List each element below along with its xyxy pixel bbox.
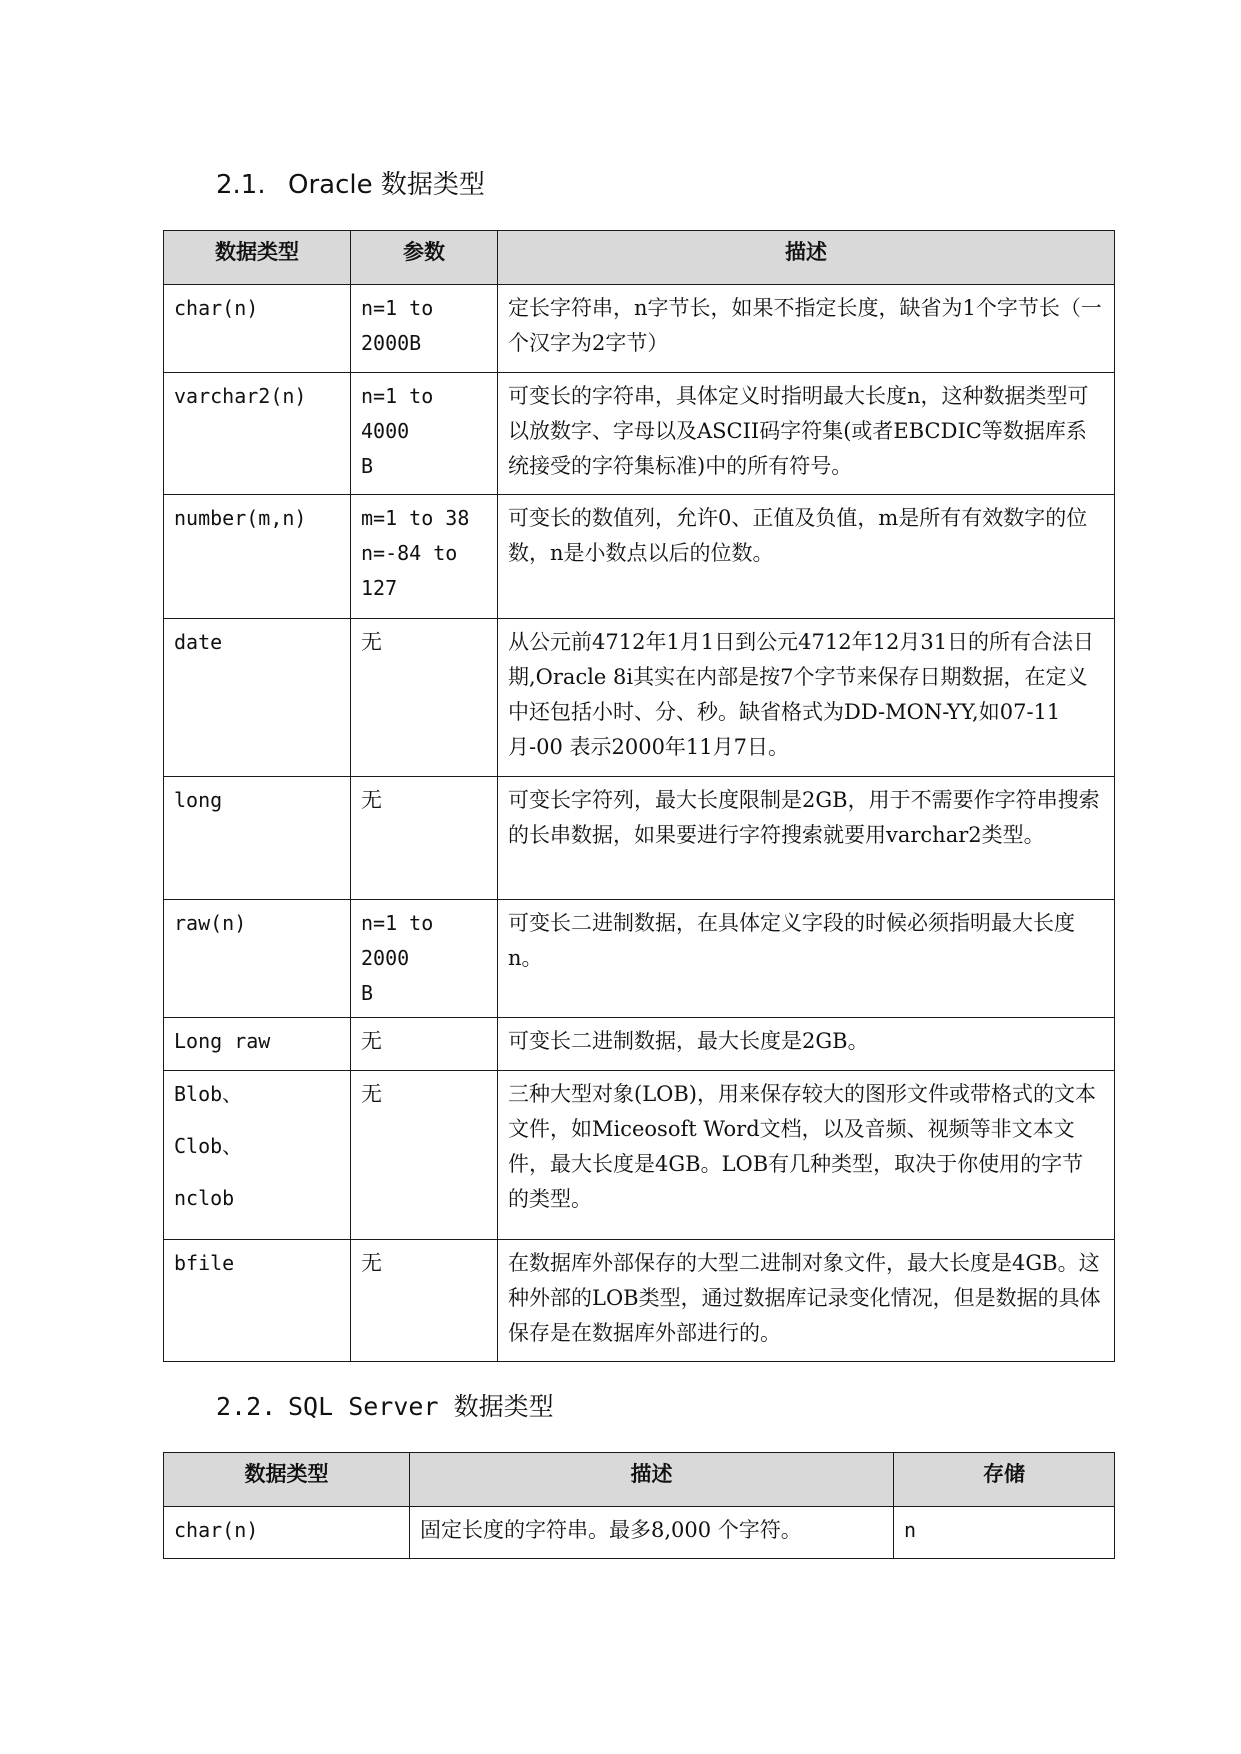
desc-cell: 可变长字符列，最大长度限制是2GB，用于不需要作字符串搜索的长串数据，如果要进行字符搜索就要用varchar2类型。 bbox=[498, 777, 1115, 900]
type-cell: bfile bbox=[164, 1240, 351, 1362]
desc-cell: 三种大型对象(LOB)，用来保存较大的图形文件或带格式的文本文件，如Miceosoft Word文档，以及音频、视频等非文本文件，最大长度是4GB。LOB有几种类型，取决于你使用的字节的类型。 bbox=[498, 1071, 1115, 1240]
param-line: m=1 to 38 bbox=[361, 506, 470, 530]
param-line: n=1 to 2000 bbox=[361, 911, 434, 970]
table-row bbox=[164, 495, 1115, 619]
storage-cell: n bbox=[894, 1507, 1115, 1559]
param-line: 2000B bbox=[361, 331, 422, 355]
header-cell: 描述 bbox=[410, 1453, 894, 1507]
table-row bbox=[164, 619, 1115, 777]
desc-cell: 可变长的字符串，具体定义时指明最大长度n，这种数据类型可以放数字、字母以及ASCII码字符集(或者EBCDIC等数据库系统接受的字符集标准)中的所有符号。 bbox=[498, 373, 1115, 495]
type-line: nclob bbox=[174, 1186, 235, 1210]
params-cell: 无 bbox=[351, 777, 498, 900]
params-cell bbox=[351, 373, 498, 495]
params-cell: 无 bbox=[351, 1018, 498, 1071]
desc-cell: 可变长的数值列，允许0、正值及负值，m是所有有效数字的位数，n是小数点以后的位数。 bbox=[498, 495, 1115, 619]
section-title: SQL Server 数据类型 bbox=[288, 1392, 554, 1421]
params-cell: 无 bbox=[351, 619, 498, 777]
type-cell: number(m,n) bbox=[164, 495, 351, 619]
type-cell: Long raw bbox=[164, 1018, 351, 1071]
type-cell: char(n) bbox=[164, 285, 351, 373]
param-line: 127 bbox=[361, 576, 398, 600]
table-row bbox=[164, 1240, 1115, 1362]
table-row bbox=[164, 1507, 1115, 1559]
table-row bbox=[164, 285, 1115, 373]
params-cell: 无 bbox=[351, 1071, 498, 1240]
desc-cell: 固定长度的字符串。最多8,000 个字符。 bbox=[410, 1507, 894, 1559]
header-cell: 存储 bbox=[894, 1453, 1115, 1507]
type-line: Clob、 bbox=[174, 1134, 243, 1158]
type-cell bbox=[164, 1071, 351, 1240]
desc-cell: 从公元前4712年1月1日到公元4712年12月31日的所有合法日期,Oracle 8i其实在内部是按7个字节来保存日期数据，在定义中还包括小时、分、秒。缺省格式为DD-MON-YY,如07-11月-00 表示2000年11月7日。 bbox=[498, 619, 1115, 777]
table-row bbox=[164, 1018, 1115, 1071]
table-row bbox=[164, 777, 1115, 900]
params-cell bbox=[351, 495, 498, 619]
header-cell: 参数 bbox=[351, 231, 498, 285]
desc-cell: 在数据库外部保存的大型二进制对象文件，最大长度是4GB。这种外部的LOB类型，通过数据库记录变化情况，但是数据的具体保存是在数据库外部进行的。 bbox=[498, 1240, 1115, 1362]
table-header-row bbox=[164, 231, 1115, 285]
params-cell bbox=[351, 285, 498, 373]
section-number: 2.1. bbox=[216, 170, 266, 200]
section-heading-sqlserver bbox=[216, 1387, 554, 1423]
table-row bbox=[164, 373, 1115, 495]
type-cell: raw(n) bbox=[164, 900, 351, 1018]
param-line: n=-84 to bbox=[361, 541, 458, 565]
params-cell: 无 bbox=[351, 1240, 498, 1362]
header-cell: 数据类型 bbox=[164, 1453, 410, 1507]
desc-cell: 可变长二进制数据，在具体定义字段的时候必须指明最大长度n。 bbox=[498, 900, 1115, 1018]
param-line: B bbox=[361, 454, 374, 478]
header-cell: 描述 bbox=[498, 231, 1115, 285]
section-number: 2.2. bbox=[216, 1392, 277, 1421]
table-header-row bbox=[164, 1453, 1115, 1507]
params-cell bbox=[351, 900, 498, 1018]
type-cell: char(n) bbox=[164, 1507, 410, 1559]
section-heading-oracle bbox=[216, 164, 485, 201]
param-line: n=1 to 4000 bbox=[361, 384, 434, 443]
section-title: Oracle 数据类型 bbox=[288, 170, 485, 200]
type-cell: date bbox=[164, 619, 351, 777]
param-line: B bbox=[361, 981, 374, 1005]
sqlserver-types-table bbox=[163, 1452, 1115, 1559]
param-line: n=1 to bbox=[361, 296, 434, 320]
oracle-types-table bbox=[163, 230, 1115, 1362]
table-row bbox=[164, 900, 1115, 1018]
desc-cell: 可变长二进制数据，最大长度是2GB。 bbox=[498, 1018, 1115, 1071]
desc-cell: 定长字符串，n字节长，如果不指定长度，缺省为1个字节长（一个汉字为2字节） bbox=[498, 285, 1115, 373]
table-row bbox=[164, 1071, 1115, 1240]
type-line: Blob、 bbox=[174, 1082, 243, 1106]
type-cell: varchar2(n) bbox=[164, 373, 351, 495]
header-cell: 数据类型 bbox=[164, 231, 351, 285]
type-cell: long bbox=[164, 777, 351, 900]
